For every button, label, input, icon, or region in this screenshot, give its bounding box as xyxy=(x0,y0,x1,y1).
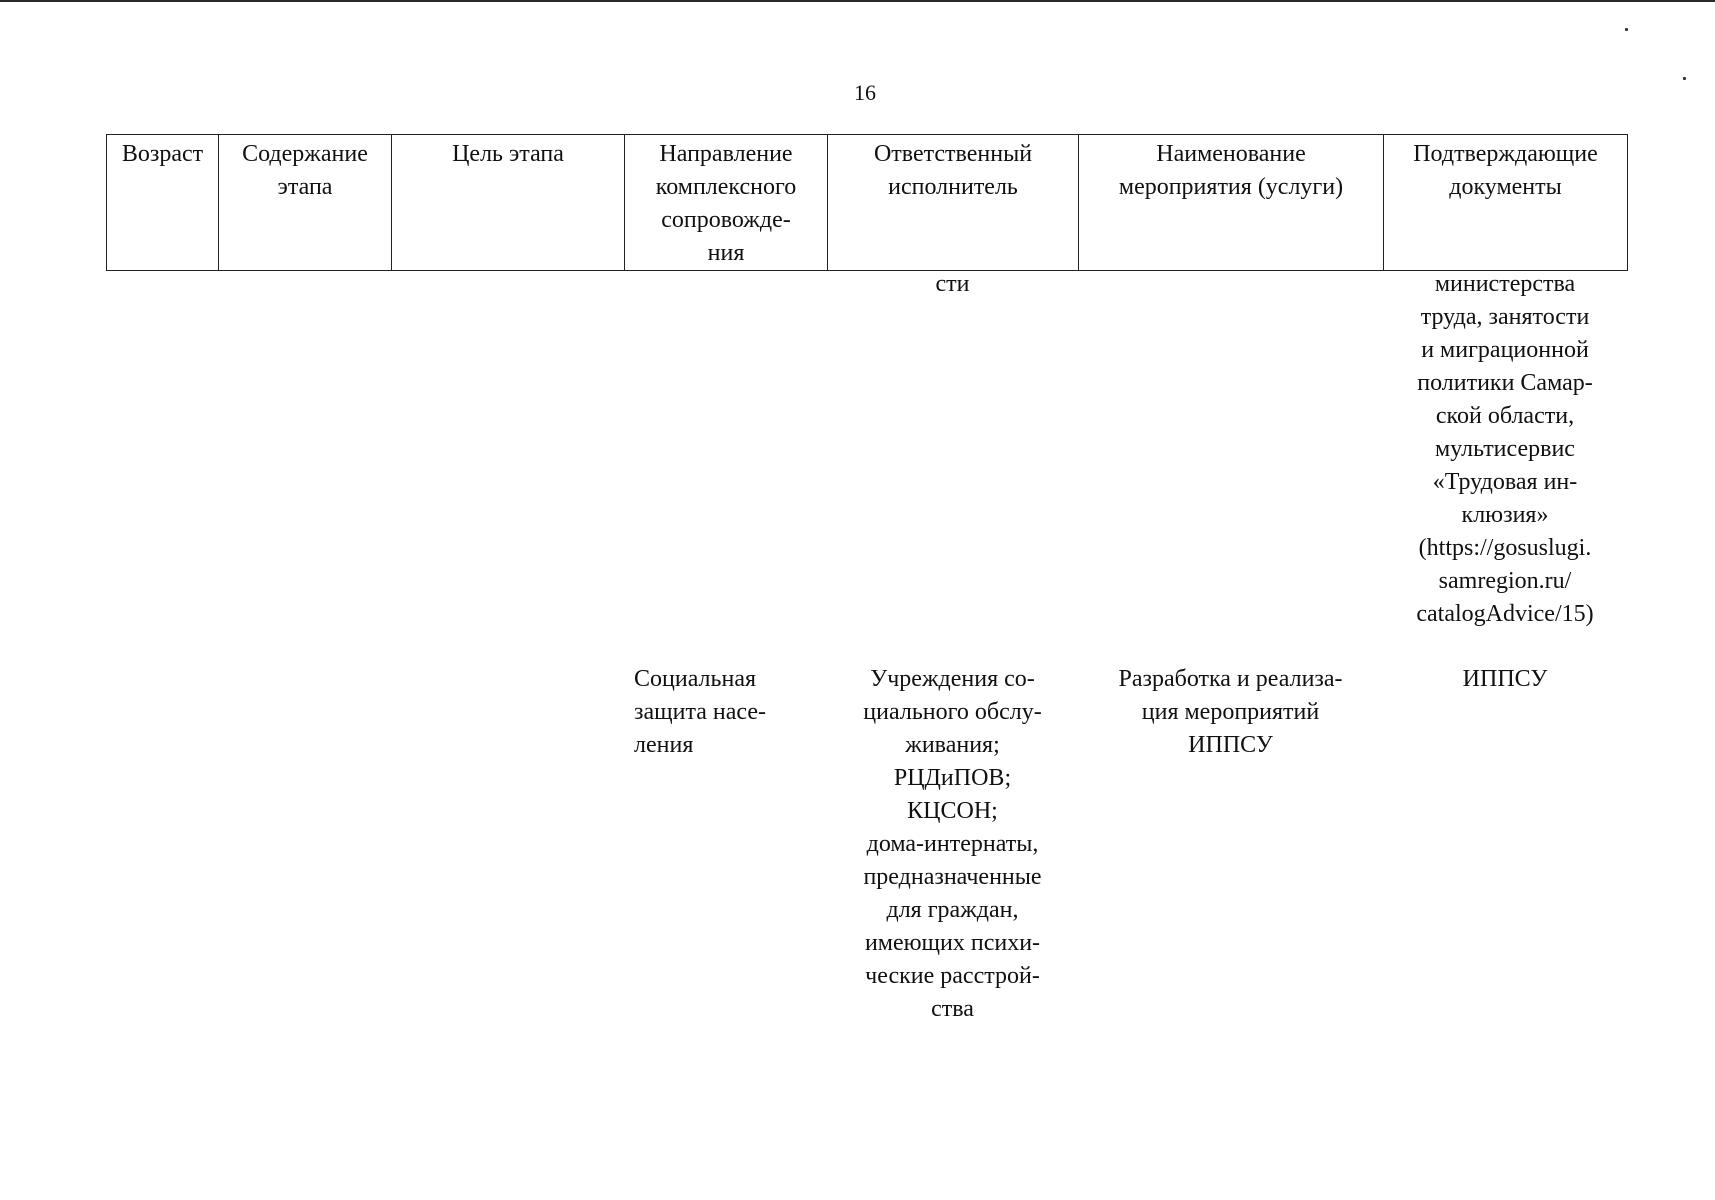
header-responsible: Ответственный исполнитель xyxy=(828,135,1079,271)
row2-responsible: Учреждения со- циального обслу- живания; РЦДиПОВ; КЦСОН; дома-интернаты, предназначенные для граждан, имеющих психи- ческие расстрой- ства xyxy=(863,666,1042,1022)
header-support-direction: Направление комплексного сопровожде- ния xyxy=(625,135,828,271)
scan-speck xyxy=(1625,28,1628,31)
page-number: 16 xyxy=(854,80,876,105)
header-stage-content: Содержание этапа xyxy=(219,135,392,271)
header-activity-name: Наименование мероприятия (услуги) xyxy=(1079,135,1384,271)
header-supporting-documents: Подтверждающие документы xyxy=(1384,135,1628,271)
table-header-row xyxy=(107,135,1628,271)
header-age: Возраст xyxy=(107,135,219,271)
row2-activity: Разработка и реализа- ция мероприятий ИППСУ xyxy=(1118,666,1343,758)
header-stage-goal: Цель этапа xyxy=(392,135,625,271)
row2-documents: ИППСУ xyxy=(1462,666,1548,692)
row1-documents: министерства труда, занятости и миграционной политики Самар- ской области, мультисервис «Трудовая ин- клюзия» (https://gosuslugi. samregion.ru/ catalogAdvice/15) xyxy=(1416,271,1594,627)
table-header xyxy=(106,134,1628,271)
row2-direction: Социальная защита насе- ления xyxy=(634,666,766,758)
row1-responsible: сти xyxy=(935,271,970,297)
scan-top-edge xyxy=(0,0,1715,2)
